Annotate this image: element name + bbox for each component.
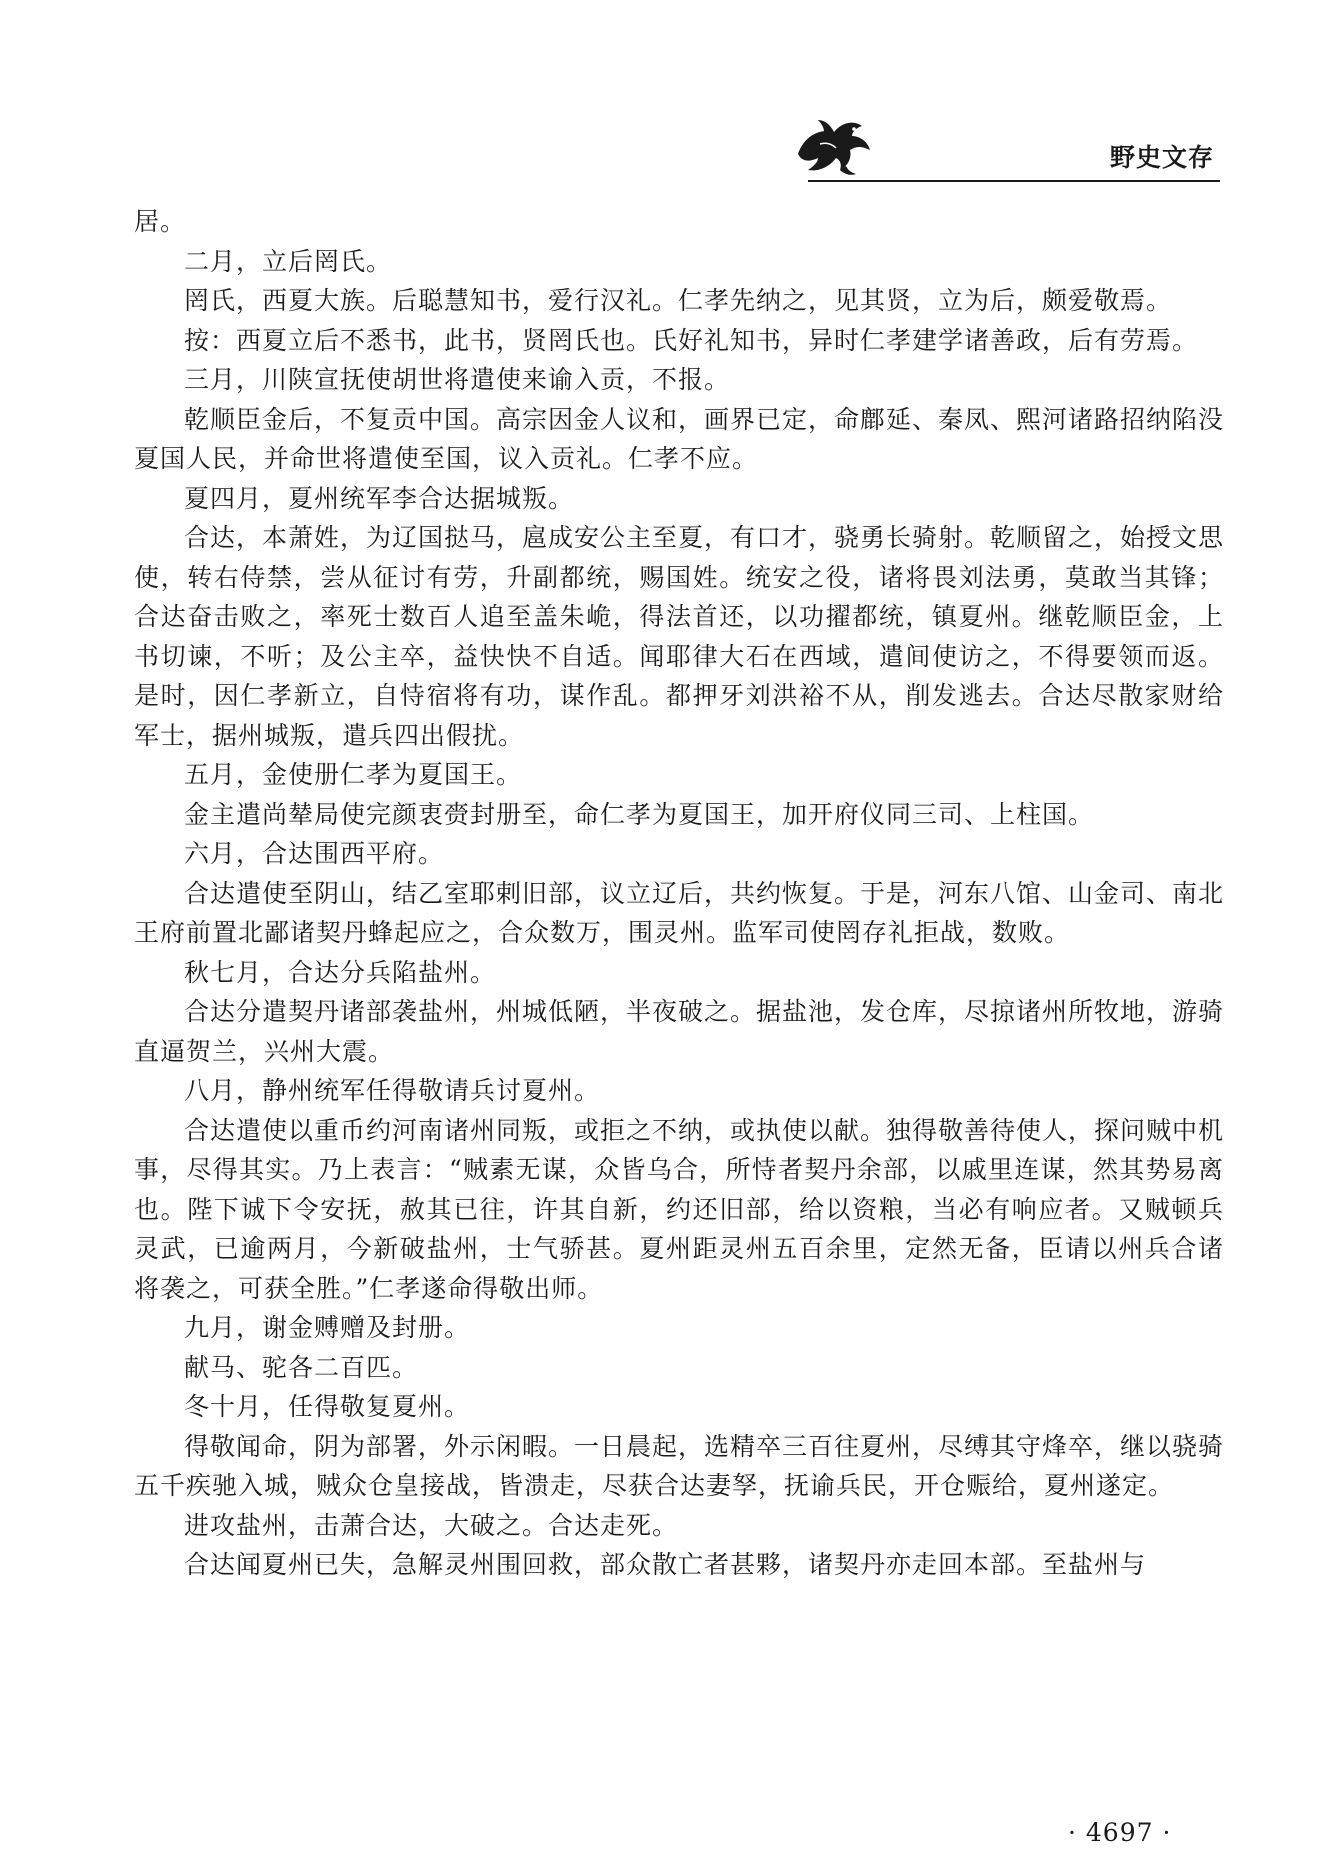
paragraph: 得敬闻命，阴为部署，外示闲暇。一日晨起，选精卒三百往夏州，尽缚其守烽卒，继以骁骑五千疾驰入城，贼众仓皇接战，皆溃走，尽获合达妻孥，抚谕兵民，开仓赈给，夏州遂定。 [134, 1431, 1225, 1500]
running-header [790, 108, 1220, 186]
paragraph: 二月，立后罔氏。 [184, 246, 393, 276]
paragraph: 冬十月，任得敬复夏州。 [184, 1392, 471, 1421]
header-rule [808, 180, 1220, 182]
paragraph: 居。 [134, 207, 187, 236]
paragraph: 九月，谢金赙赠及封册。 [184, 1313, 471, 1342]
paragraph: 合达分遣契丹诸部袭盐州，州城低陋，半夜破之。据盐池，发仓库，尽掠诸州所牧地，游骑直逼贺兰，兴州大震。 [134, 997, 1225, 1066]
paragraph: 合达遣使以重币约河南诸州同叛，或拒之不纳，或执使以献。独得敬善待使人，探问贼中机事，尽得其实。乃上表言：“贼素无谋，众皆乌合，所恃者契丹余部，以戚里连谋，然其势易离也。陛下诚下令安抚，赦其已往，许其自新，约还旧部，给以资粮，当必有响应者。又贼顿兵灵武，已逾两月，今新破盐州，士气骄甚。夏州距灵州五百余里，定然无备，臣请以州兵合诸将袭之，可获全胜。”仁孝遂命得敬出师。 [134, 1115, 1225, 1303]
series-title: 野史文存 [1109, 143, 1214, 172]
paragraph: 三月，川陕宣抚使胡世将遣使来谕入贡，不报。 [184, 365, 731, 394]
paragraph: 五月，金使册仁孝为夏国王。 [184, 760, 523, 789]
paragraph: 进攻盐州，击萧合达，大破之。合达走死。 [184, 1510, 679, 1540]
paragraph: 秋七月，合达分兵陷盐州。 [184, 957, 497, 987]
paragraph: 六月，合达围西平府。 [184, 839, 445, 868]
paragraph: 按：西夏立后不悉书，此书，贤罔氏也。氏好礼知书，异时仁孝建学诸善政，后有劳焉。 [184, 325, 1199, 355]
paragraph: 合达遣使至阴山，结乙室耶剌旧部，议立辽后，共约恢复。于是，河东八馆、山金司、南北王府前置北鄙诸契丹蜂起应之，合众数万，围灵州。监军司使罔存礼拒战，数败。 [134, 878, 1225, 947]
paragraph: 金主遣尚辇局使完颜衷赍封册至，命仁孝为夏国王，加开府仪同三司、上柱国。 [184, 799, 1095, 829]
paragraph: 合达闻夏州已失，急解灵州围回救，部众散亡者甚夥，诸契丹亦走回本部。至盐州与 [184, 1550, 1147, 1579]
paragraph: 乾顺臣金后，不复贡中国。高宗因金人议和，画界已定，命鄜延、秦凤、熙河诸路招纳陷没夏国人民，并命世将遣使至国，议入贡礼。仁孝不应。 [134, 404, 1225, 473]
paragraph: 八月，静州统军任得敬请兵讨夏州。 [184, 1076, 601, 1105]
body-text [134, 202, 1224, 1585]
paragraph: 罔氏，西夏大族。后聪慧知书，爱行汉礼。仁孝先纳之，见其贤，立为后，颇爱敬焉。 [184, 286, 1173, 315]
paragraph: 夏四月，夏州统军李合达据城叛。 [184, 483, 575, 513]
paragraph: 合达，本萧姓，为辽国挞马，扈成安公主至夏，有口才，骁勇长骑射。乾顺留之，始授文思使，转右侍禁，尝从征讨有劳，升副都统，赐国姓。统安之役，诸将畏刘法勇，莫敢当其锋；合达奋击败之，率死士数百人追至盖朱峗，得法首还，以功擢都统，镇夏州。继乾顺臣金，上书切谏，不听；及公主卒，益快快不自适。闻耶律大石在西域，遣间使访之，不得要领而返。是时，因仁孝新立，自恃宿将有功，谋作乱。都押牙刘洪裕不从，削发逃去。合达尽散家财给军士，据州城叛，遣兵四出假扰。 [134, 523, 1225, 750]
dragon-icon [790, 114, 876, 180]
page-number: · 4697 · [1068, 1818, 1172, 1847]
paragraph: 献马、驼各二百匹。 [184, 1352, 419, 1382]
